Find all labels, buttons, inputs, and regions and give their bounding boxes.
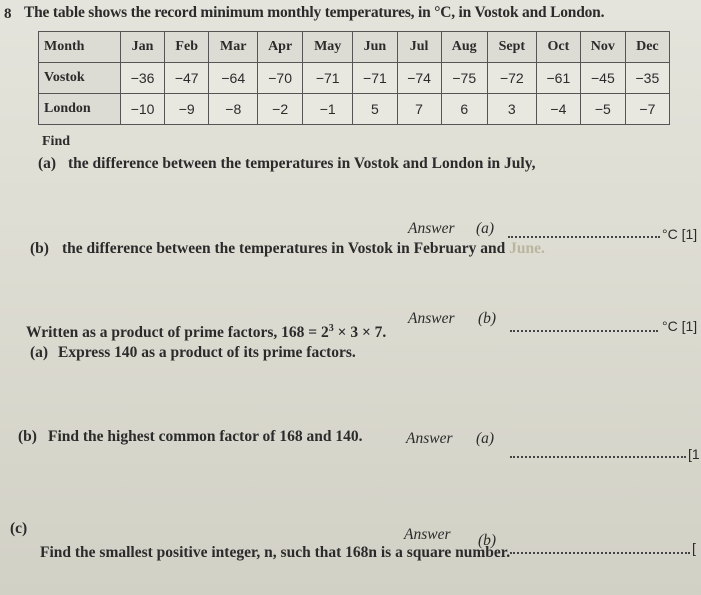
q8a-answer-line[interactable] bbox=[508, 236, 660, 238]
question-intro: The table shows the record minimum monthly temperatures, in °C, in Vostok and London. bbox=[24, 4, 605, 21]
q8b-mark: °C [1] bbox=[662, 318, 698, 334]
table-cell: 6 bbox=[441, 94, 487, 125]
q9a-letter: (a) bbox=[30, 344, 49, 361]
table-cell: −10 bbox=[121, 94, 165, 125]
q8b-text-faded: June. bbox=[509, 240, 545, 257]
month-header-apr: Apr bbox=[258, 32, 303, 63]
q9c-text: Find the smallest positive integer, n, such that 168n is a square number. bbox=[40, 544, 511, 561]
row-label-london: London bbox=[39, 94, 121, 125]
table-header-label: Month bbox=[39, 32, 121, 63]
table-row bbox=[39, 63, 670, 94]
q8b-letter: (b) bbox=[30, 240, 49, 257]
table-cell: −75 bbox=[441, 63, 487, 94]
q9b-answer-part: (b) bbox=[478, 532, 497, 549]
month-header-feb: Feb bbox=[165, 32, 209, 63]
table-cell: −47 bbox=[165, 63, 209, 94]
q9a-mark: [1 bbox=[688, 446, 700, 462]
q9-intro: Written as a product of prime factors, $168 = 2^3 \times 3 \times 7$. bbox=[26, 323, 387, 342]
q8b-text: the difference between the temperatures in Vostok in February and June. bbox=[62, 240, 545, 257]
month-header-oct: Oct bbox=[536, 32, 580, 63]
table-cell: −4 bbox=[536, 94, 580, 125]
q9b-mark: [ bbox=[692, 540, 696, 556]
table-cell: −70 bbox=[258, 63, 303, 94]
q9a-answer-label: Answer bbox=[406, 430, 453, 447]
q9a-text: Express 140 as a product of its prime factors. bbox=[58, 344, 356, 361]
month-header-aug: Aug bbox=[441, 32, 487, 63]
q9b-letter: (b) bbox=[18, 428, 37, 445]
q8a-text: the difference between the temperatures in Vostok and London in July, bbox=[68, 155, 536, 172]
table-header-row bbox=[39, 32, 670, 63]
month-header-nov: Nov bbox=[580, 32, 625, 63]
q8a-answer-label: Answer bbox=[408, 220, 455, 237]
q9b-answer-line[interactable] bbox=[510, 552, 690, 554]
table-cell: −35 bbox=[625, 63, 669, 94]
q8b-answer-line[interactable] bbox=[510, 330, 658, 332]
q9a-answer-part: (a) bbox=[476, 430, 495, 447]
q9b-answer-label: Answer bbox=[404, 526, 451, 543]
q9c-letter: (c) bbox=[10, 520, 28, 537]
table-cell: −5 bbox=[580, 94, 625, 125]
table-cell: −61 bbox=[536, 63, 580, 94]
q8a-letter: (a) bbox=[38, 155, 57, 172]
table-cell: 7 bbox=[397, 94, 441, 125]
table-cell: −74 bbox=[397, 63, 441, 94]
table-cell: −1 bbox=[303, 94, 353, 125]
month-header-jun: Jun bbox=[353, 32, 397, 63]
q8b-answer-label: Answer bbox=[408, 310, 455, 327]
q9b-text: Find the highest common factor of 168 and 140. bbox=[48, 428, 363, 445]
table-cell: −72 bbox=[487, 63, 536, 94]
table-cell: −36 bbox=[121, 63, 165, 94]
q8a-mark: °C [1] bbox=[662, 226, 698, 242]
table-cell: −8 bbox=[209, 94, 258, 125]
question-number: 8 bbox=[4, 6, 12, 22]
month-header-jan: Jan bbox=[121, 32, 165, 63]
q8b-answer-part: (b) bbox=[478, 310, 497, 327]
table-row bbox=[39, 94, 670, 125]
month-header-dec: Dec bbox=[625, 32, 669, 63]
temperature-table bbox=[38, 31, 670, 125]
month-header-may: May bbox=[303, 32, 353, 63]
row-label-vostok: Vostok bbox=[39, 63, 121, 94]
table-cell: −7 bbox=[625, 94, 669, 125]
month-header-sept: Sept bbox=[487, 32, 536, 63]
month-header-mar: Mar bbox=[209, 32, 258, 63]
table-cell: −45 bbox=[580, 63, 625, 94]
table-cell: −9 bbox=[165, 94, 209, 125]
table-cell: −64 bbox=[209, 63, 258, 94]
find-label: Find bbox=[42, 134, 71, 149]
table-cell: −71 bbox=[353, 63, 397, 94]
table-cell: 3 bbox=[487, 94, 536, 125]
q9a-answer-line[interactable] bbox=[510, 456, 686, 458]
table-cell: 5 bbox=[353, 94, 397, 125]
month-header-jul: Jul bbox=[397, 32, 441, 63]
q8a-answer-part: (a) bbox=[476, 220, 495, 237]
table-cell: −71 bbox=[303, 63, 353, 94]
table-cell: −2 bbox=[258, 94, 303, 125]
